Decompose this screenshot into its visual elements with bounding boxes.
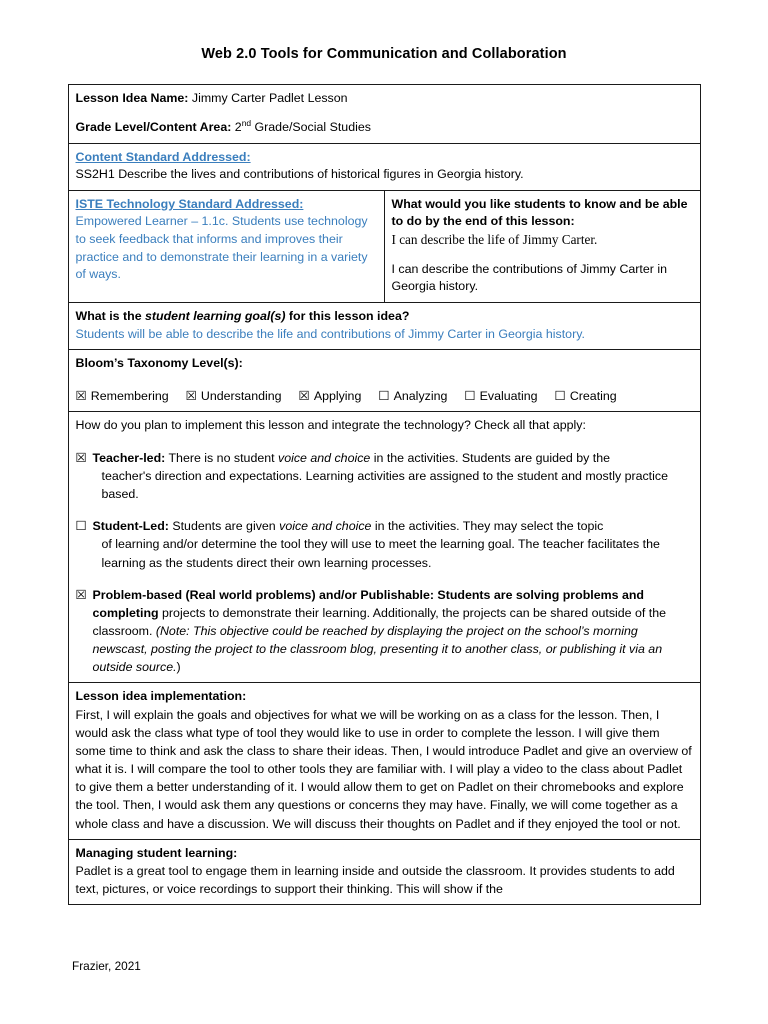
table-row-lesson-name-and-grade: [68, 85, 700, 143]
implementation-option-title: Student-Led:: [92, 519, 169, 534]
lesson-idea-name-line: [76, 90, 693, 108]
checkbox-icon[interactable]: ☐: [75, 518, 87, 534]
checkbox-icon[interactable]: ☒: [75, 450, 87, 466]
spacer: [392, 250, 693, 261]
cell-content-standard: [68, 143, 700, 190]
table-row-managing-student-learning: [68, 839, 700, 905]
implementation-option-note-tail: ): [176, 660, 181, 675]
implementation-option-title: Problem-based (Real world problems) and/or Publishable: Students are solving problems and completing: [92, 587, 644, 620]
implementation-option-seg1: Students are given: [168, 519, 280, 534]
implementation-option-student-led[interactable]: [76, 517, 693, 571]
spacer: [76, 108, 693, 119]
spacer: [76, 373, 693, 387]
blooms-option-label: Creating: [569, 388, 617, 403]
table-row-iste-and-objectives: [68, 190, 700, 302]
lesson-idea-name-label: Lesson Idea Name:: [75, 91, 189, 106]
grade-level-value-rest: Grade/Social Studies: [251, 120, 371, 134]
grade-level-line: [76, 119, 693, 137]
learning-goal-question-pre: What is the: [75, 309, 146, 323]
implementation-option-seg1: There is no student: [165, 451, 278, 466]
lesson-implementation-heading: Lesson idea implementation:: [75, 689, 247, 704]
checkbox-icon[interactable]: ☒: [75, 586, 87, 602]
implementation-option-body: projects to demonstrate their learning. Additionally, the projects can be shared outside of the classroom.: [92, 605, 666, 638]
learning-goal-question-post: for this lesson idea?: [285, 309, 410, 323]
implementation-option-teacher-led[interactable]: [76, 449, 693, 503]
know-and-do-heading: What would you like students to know and be able to do by the end of this lesson:: [391, 196, 688, 229]
page-footer: Frazier, 2021: [72, 959, 141, 973]
cell-implementation-options: [68, 412, 700, 683]
implementation-option-seg2: in the activities. Students are guided by the: [370, 451, 611, 466]
checkbox-icon[interactable]: ☐: [554, 387, 566, 403]
cell-blooms-taxonomy: [68, 350, 700, 412]
cell-lesson-implementation: [68, 683, 700, 839]
blooms-option-evaluating[interactable]: [464, 387, 537, 406]
grade-level-label: Grade Level/Content Area:: [75, 120, 232, 134]
implementation-option-continuation: of learning and/or determine the tool they will use to meet the learning goal. The teacher facilitates the learning as the students direct their own learning processes.: [101, 537, 660, 570]
cell-managing-student-learning: [68, 839, 700, 905]
managing-learning-body: Padlet is a great tool to engage them in learning inside and outside the classroom. It provides students to add text, pictures, or voice recordings to support their thinking. This will show if the: [75, 864, 675, 897]
blooms-option-analyzing[interactable]: [378, 387, 447, 406]
spacer: [76, 572, 693, 586]
blooms-option-label: Evaluating: [479, 388, 538, 403]
checkbox-icon[interactable]: ☒: [185, 387, 197, 403]
cell-learning-goal: [68, 303, 700, 350]
implementation-option-seg2: in the activities. They may select the topic: [371, 519, 604, 534]
grade-level-value-number: 2: [234, 120, 242, 134]
checkbox-icon[interactable]: ☐: [378, 387, 390, 403]
learning-goal-answer: Students will be able to describe the life and contributions of Jimmy Carter in Georgia history.: [75, 326, 585, 341]
checkbox-icon[interactable]: ☒: [298, 387, 310, 403]
table-row-learning-goal: [68, 303, 700, 350]
cell-lesson-identification: [68, 85, 700, 143]
learning-goal-question: [76, 308, 693, 326]
managing-learning-heading: Managing student learning:: [75, 845, 238, 860]
page-title: Web 2.0 Tools for Communication and Collaboration: [201, 46, 567, 62]
lesson-implementation-body: First, I will explain the goals and objectives for what we will be working on as a class for the lesson. Then, I would ask the class what type of tool they would like to use in order to complete the lesson. I will give them some time to think and ask the class to share their ideas. Then, I would introduce Padlet and give an overview of what it is. I will compare the tool to other tools they are familiar with. I will play a video to the class about Padlet to give them a better understanding of it. I would allow them to get on Padlet on their chromebooks and explore the tool. Then, I would ask them any questions or concerns they may have. Finally, we will come together as a whole class and have a discussion. We will discuss their thoughts on Padlet and if they enjoyed the tool or not.: [75, 707, 692, 831]
implementation-option-emphasis: voice and choice: [279, 519, 372, 534]
implementation-option-continuation: teacher's direction and expectations. Learning activities are assigned to the student and mostly practice based.: [101, 469, 668, 502]
blooms-heading: Bloom’s Taxonomy Level(s):: [75, 356, 243, 371]
know-and-do-objective-1: I can describe the life of Jimmy Carter.: [391, 232, 598, 248]
table-row-content-standard: [68, 143, 700, 190]
content-standard-body: SS2H1 Describe the lives and contributions of historical figures in Georgia history.: [75, 167, 524, 182]
blooms-option-remembering[interactable]: [76, 387, 169, 406]
content-standard-heading: Content Standard Addressed:: [75, 149, 251, 164]
blooms-option-label: Applying: [313, 388, 362, 403]
implementation-prompt: How do you plan to implement this lesson and integrate the technology? Check all that apply:: [75, 418, 586, 433]
table-row-lesson-implementation: [68, 683, 700, 839]
blooms-checkbox-group: [76, 387, 693, 406]
lesson-plan-table: [68, 84, 701, 905]
implementation-option-emphasis: voice and choice: [278, 451, 371, 466]
blooms-option-label: Analyzing: [393, 388, 448, 403]
implementation-option-note: (Note: This objective could be reached by displaying the project on the school’s morning newscast, posting the project to the classroom blog, presenting it to another class, or publishing it via an outside source.: [92, 623, 663, 675]
blooms-option-label: Understanding: [200, 388, 282, 403]
table-row-blooms-taxonomy: [68, 350, 700, 412]
lesson-plan-table-wrapper: [68, 84, 701, 905]
lesson-idea-name-value: Jimmy Carter Padlet Lesson: [191, 91, 348, 106]
implementation-option-text: [93, 586, 693, 677]
checkbox-icon[interactable]: ☐: [464, 387, 476, 403]
blooms-option-understanding[interactable]: [186, 387, 282, 406]
know-and-do-objective-2: I can describe the contributions of Jimmy Carter in Georgia history.: [391, 261, 667, 294]
implementation-option-title: Teacher-led:: [92, 451, 166, 466]
iste-standard-heading: ISTE Technology Standard Addressed:: [75, 196, 304, 211]
cell-iste-standard: [68, 190, 384, 302]
spacer: [76, 503, 693, 517]
implementation-option-text: [93, 449, 693, 467]
grade-level-ordinal-suffix: nd: [241, 117, 252, 128]
table-row-implementation-options: [68, 412, 700, 683]
implementation-option-text: [93, 517, 693, 535]
implementation-option-problem-based[interactable]: [76, 586, 693, 677]
iste-standard-body: Empowered Learner – 1.1c. Students use technology to seek feedback that informs and improves their practice and to demonstrate their learning in a variety of ways.: [75, 214, 368, 282]
blooms-option-creating[interactable]: [555, 387, 617, 406]
blooms-option-applying[interactable]: [299, 387, 362, 406]
checkbox-icon[interactable]: ☒: [75, 387, 87, 403]
learning-goal-question-emphasis: student learning goal(s): [145, 309, 286, 323]
blooms-option-label: Remembering: [90, 388, 169, 403]
cell-know-and-do: [384, 190, 700, 302]
spacer: [76, 435, 693, 449]
